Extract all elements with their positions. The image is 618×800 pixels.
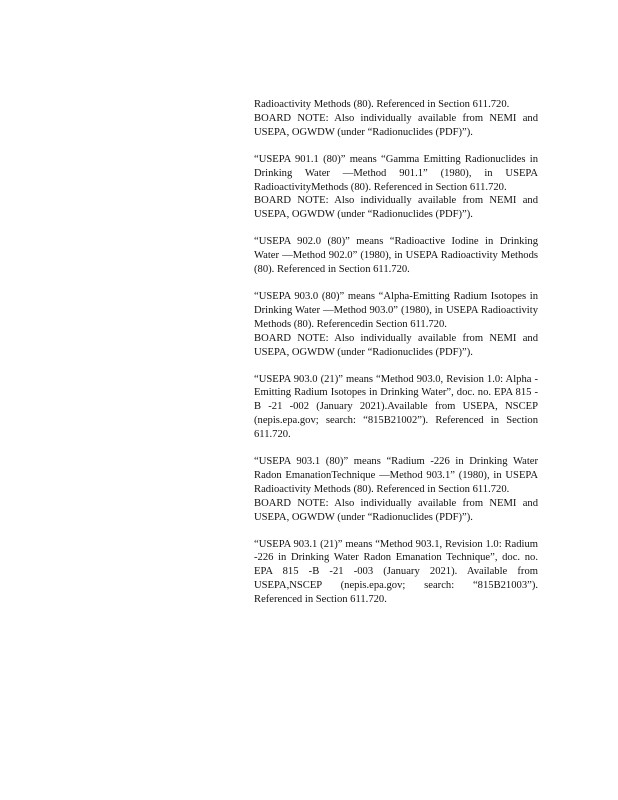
board-note: BOARD NOTE: Also individually available from NEMI and USEPA, OGWDW (under “Radionuclides (PDF)”). xyxy=(254,112,538,138)
definition-text: “USEPA 902.0 (80)” means “Radioactive Iodine in Drinking Water —Method 902.0” (1980), in USEPA Radioactivity Methods (80). Referenced in Section 611.720. xyxy=(254,236,538,276)
definition-entry xyxy=(254,373,538,443)
definition-text: Radioactivity Methods (80). Referenced in Section 611.720. xyxy=(254,99,510,110)
definition-text: “USEPA 903.0 (21)” means “Method 903.0, Revision 1.0: Alpha -Emitting Radium Isotopes in Drinking Water”, doc. no. EPA 815 -B -21 -002 (January 2021).Available from USEPA, NSCEP (nepis.epa.gov; search: “815B21002”). Referenced in Section 611.720. xyxy=(254,373,538,441)
text-column xyxy=(254,98,538,620)
definition-text: “USEPA 903.1 (80)” means “Radium -226 in Drinking Water Radon EmanationTechnique —Method 903.1” (1980), in USEPA Radioactivity Methods (80). Referenced in Section 611.720. xyxy=(254,456,538,495)
definition-entry xyxy=(254,235,538,277)
definition-entry xyxy=(254,98,538,140)
definition-text: “USEPA 903.1 (21)” means “Method 903.1, Revision 1.0: Radium -226 in Drinking Water Radon Emanation Technique”, doc. no. EPA 815 -B -21 -003 (January 2021). Available from USEPA,NSCEP (nepis.epa.gov; search: “815B21003”). Referenced in Section 611.720. xyxy=(254,538,538,606)
definition-text: “USEPA 901.1 (80)” means “Gamma Emitting Radionuclides in Drinking Water —Method 901.1” (1980), in USEPA RadioactivityMethods (80). Referenced in Section 611.720. xyxy=(254,153,538,193)
definition-entry xyxy=(254,455,538,525)
definition-entry xyxy=(254,538,538,608)
board-note: BOARD NOTE: Also individually available from NEMI and USEPA, OGWDW (under “Radionuclides (PDF)”). xyxy=(254,497,538,523)
board-note: BOARD NOTE: Also individually available from NEMI and USEPA, OGWDW (under “Radionuclides (PDF)”). xyxy=(254,195,538,221)
definition-entry xyxy=(254,290,538,360)
board-note: BOARD NOTE: Also individually available from NEMI and USEPA, OGWDW (under “Radionuclides (PDF)”). xyxy=(254,332,538,358)
definition-text: “USEPA 903.0 (80)” means “Alpha-Emitting Radium Isotopes in Drinking Water —Method 903.0” (1980), in USEPA Radioactivity Methods (80). Referencedin Section 611.720. xyxy=(254,290,538,330)
definition-entry xyxy=(254,153,538,223)
